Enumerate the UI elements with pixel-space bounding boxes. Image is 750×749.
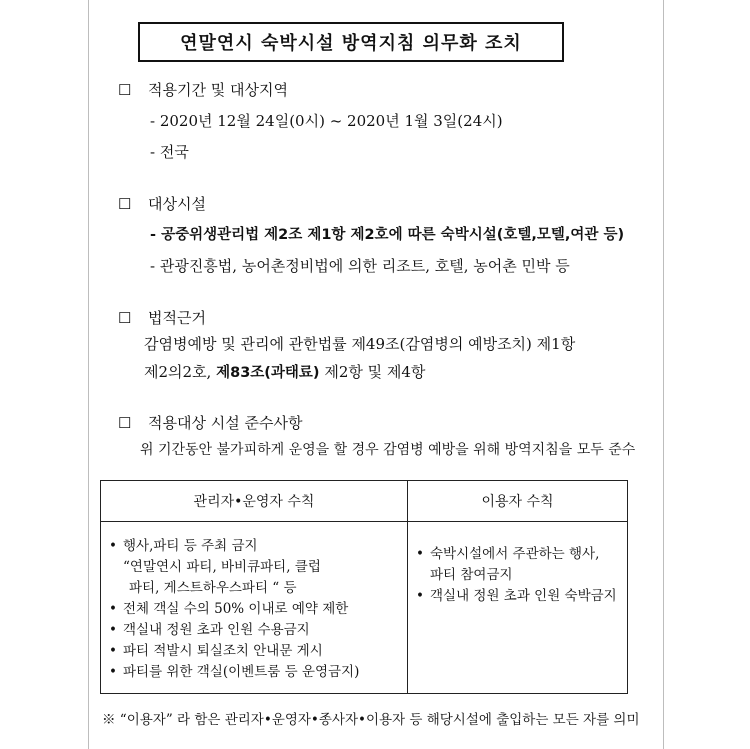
list-item (109, 641, 407, 662)
section-period-heading (118, 80, 288, 100)
legal-line-2b: 제83조(과태료) (216, 365, 320, 381)
compliance-line: 위 기간동안 불가피하게 운영을 할 경우 감염병 예방을 위해 방역지침을 모두 준수 (140, 442, 636, 458)
page-title: 연말연시 숙박시설 방역지침 의무화 조치 (138, 22, 564, 62)
user-rules-header: 이용자 수칙 (408, 481, 628, 522)
list-item (416, 544, 627, 565)
checkbox-icon: ☐ (118, 414, 132, 432)
list-item-text: 객실내 정원 초과 인원 숙박금지 (430, 588, 617, 604)
list-item-text: “연말연시 파티, 바비큐파티, 클럽 (123, 559, 321, 575)
bullet-icon: • (416, 546, 424, 562)
manager-rules-cell (101, 522, 408, 694)
page-left-edge (88, 0, 89, 749)
list-item-continuation (416, 565, 627, 586)
period-line: - 2020년 12월 24일(0시) ~ 2020년 1월 3일(24시) (150, 112, 503, 130)
legal-line-1: 감염병예방 및 관리에 관한법률 제49조(감염병의 예방조치) 제1항 (144, 335, 576, 353)
bullet-icon: • (109, 643, 117, 659)
list-item-text: 숙박시설에서 주관하는 행사, (430, 546, 600, 562)
manager-rules-list (101, 522, 407, 683)
section-heading-text: 적용기간 및 대상지역 (148, 81, 288, 99)
list-item (109, 599, 407, 620)
bullet-icon: • (109, 664, 117, 680)
section-heading-text: 대상시설 (148, 195, 206, 213)
list-item-text: 전체 객실 수의 50% 이내로 예약 제한 (123, 601, 349, 617)
page-right-edge (663, 0, 664, 749)
checkbox-icon: ☐ (118, 309, 132, 327)
list-item-text: 파티를 위한 객실(이벤트룸 등 운영금지) (123, 664, 360, 680)
bullet-icon: • (109, 538, 117, 554)
user-rules-list (408, 522, 627, 607)
list-item-text: 행사,파티 등 주최 금지 (123, 538, 258, 554)
list-item-text: 파티, 게스트하우스파티 “ 등 (129, 580, 297, 596)
rules-table (100, 480, 628, 694)
checkbox-icon: ☐ (118, 81, 132, 99)
section-legal-heading (118, 308, 206, 328)
list-item (109, 536, 407, 557)
bullet-icon: • (109, 622, 117, 638)
list-item-continuation (109, 578, 407, 599)
region-line: - 전국 (150, 143, 189, 161)
legal-line-2c: 제2항 및 제4항 (319, 363, 426, 381)
list-item-text: 객실내 정원 초과 인원 수용금지 (123, 622, 310, 638)
section-compliance-heading (118, 413, 302, 433)
manager-rules-header: 관리자•운영자 수칙 (101, 481, 408, 522)
bullet-icon: • (109, 601, 117, 617)
bullet-icon: • (416, 588, 424, 604)
legal-line-2 (144, 362, 425, 383)
user-rules-cell (408, 522, 628, 694)
section-heading-text: 적용대상 시설 준수사항 (148, 414, 303, 432)
section-heading-text: 법적근거 (148, 309, 206, 327)
list-item-continuation (109, 557, 407, 578)
list-item (109, 620, 407, 641)
list-item-text: 파티 적발시 퇴실조치 안내문 게시 (123, 643, 323, 659)
checkbox-icon: ☐ (118, 195, 132, 213)
list-item (109, 662, 407, 683)
section-facilities-heading (118, 194, 206, 214)
footnote: ※ “이용자” 라 함은 관리자•운영자•종사자•이용자 등 해당시설에 출입하는 모든 자를 의미 (102, 712, 640, 728)
facilities-line-2: - 관광진흥법, 농어촌정비법에 의한 리조트, 호텔, 농어촌 민박 등 (150, 257, 570, 275)
list-item (416, 586, 627, 607)
legal-line-2a: 제2의2호, (144, 363, 217, 381)
list-item-text: 파티 참여금지 (430, 567, 513, 583)
facilities-line-1: - 공중위생관리법 제2조 제1항 제2호에 따른 숙박시설(호텔,모텔,여관 등) (150, 227, 625, 243)
